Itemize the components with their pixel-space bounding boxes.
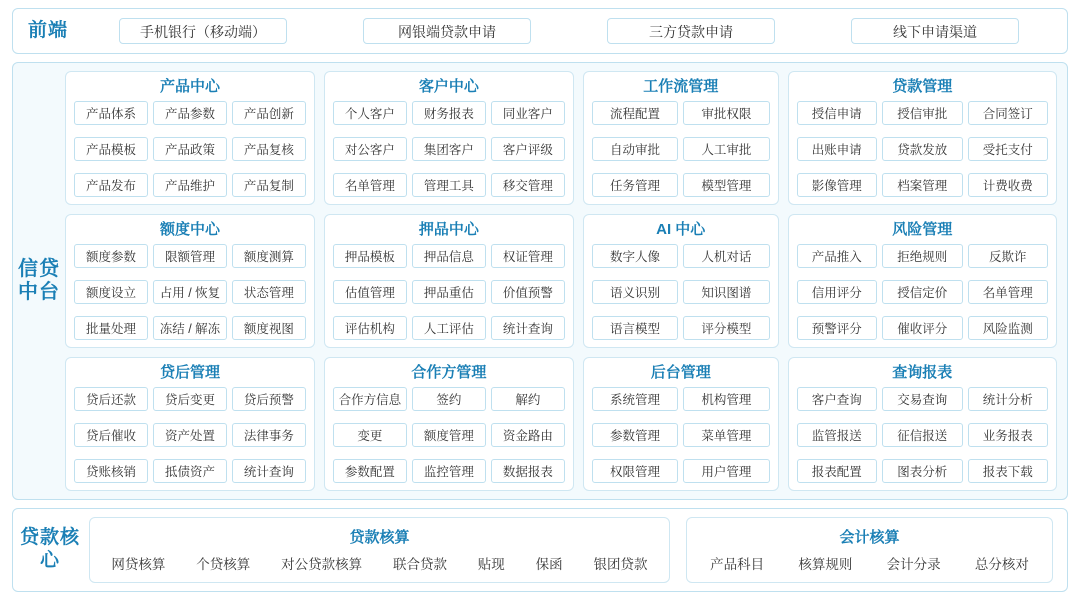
chip[interactable]: 产品发布 bbox=[74, 173, 148, 197]
module-title: 风险管理 bbox=[892, 221, 953, 238]
module-title: 后台管理 bbox=[650, 364, 711, 381]
core-item[interactable]: 网贷核算 bbox=[111, 556, 166, 572]
chip[interactable]: 占用 / 恢复 bbox=[153, 280, 227, 304]
chip[interactable]: 档案管理 bbox=[882, 173, 962, 197]
chip[interactable]: 人工审批 bbox=[683, 137, 769, 161]
chip-row bbox=[333, 280, 565, 304]
chip[interactable]: 变更 bbox=[333, 423, 407, 447]
midplatform-band-label: 信贷中台 bbox=[18, 258, 60, 303]
module-chip-grid bbox=[797, 101, 1048, 197]
chip-row bbox=[592, 101, 770, 125]
chip[interactable]: 数字人像 bbox=[592, 244, 678, 268]
chip[interactable]: 监管报送 bbox=[797, 423, 877, 447]
chip[interactable]: 集团客户 bbox=[412, 137, 486, 161]
module-title: AI 中心 bbox=[656, 221, 706, 238]
chip-row bbox=[797, 101, 1048, 125]
frontend-channel-item[interactable]: 三方贷款申请 bbox=[607, 18, 775, 44]
chip-row bbox=[797, 137, 1048, 161]
module-chip-grid bbox=[592, 244, 770, 340]
chip[interactable]: 任务管理 bbox=[592, 173, 678, 197]
chip[interactable]: 名单管理 bbox=[333, 173, 407, 197]
chip-row bbox=[74, 173, 306, 197]
chip[interactable]: 法律事务 bbox=[232, 423, 306, 447]
module-chip-grid bbox=[797, 244, 1048, 340]
chip[interactable]: 机构管理 bbox=[683, 387, 769, 411]
core-box-title: 贷款核算 bbox=[349, 528, 410, 546]
chip-row bbox=[333, 173, 565, 197]
module-product-center bbox=[65, 71, 315, 205]
module-chip-grid bbox=[592, 387, 770, 483]
module-row bbox=[65, 214, 1057, 348]
chip-row bbox=[333, 244, 565, 268]
chip[interactable]: 财务报表 bbox=[412, 101, 486, 125]
core-item[interactable]: 银团贷款 bbox=[593, 556, 648, 572]
chip[interactable]: 知识图谱 bbox=[683, 280, 769, 304]
chip[interactable]: 统计查询 bbox=[232, 459, 306, 483]
module-partner-management bbox=[324, 357, 574, 491]
module-ai-center bbox=[583, 214, 779, 348]
chip[interactable]: 产品复核 bbox=[232, 137, 306, 161]
core-box-loan-accounting bbox=[89, 517, 670, 583]
chip[interactable]: 模型管理 bbox=[683, 173, 769, 197]
chip[interactable]: 冻结 / 解冻 bbox=[153, 316, 227, 340]
chip[interactable]: 额度设立 bbox=[74, 280, 148, 304]
chip[interactable]: 预警评分 bbox=[797, 316, 877, 340]
chip[interactable]: 用户管理 bbox=[683, 459, 769, 483]
chip[interactable]: 计费收费 bbox=[968, 173, 1048, 197]
chip[interactable]: 批量处理 bbox=[74, 316, 148, 340]
core-box-title: 会计核算 bbox=[839, 528, 900, 546]
chip[interactable]: 人机对话 bbox=[683, 244, 769, 268]
chip[interactable]: 状态管理 bbox=[232, 280, 306, 304]
chip-row bbox=[333, 316, 565, 340]
chip[interactable]: 客户查询 bbox=[797, 387, 877, 411]
frontend-band-label: 前端 bbox=[27, 20, 68, 42]
chip[interactable]: 监控管理 bbox=[412, 459, 486, 483]
chip[interactable]: 贷后还款 bbox=[74, 387, 148, 411]
chip[interactable]: 产品参数 bbox=[153, 101, 227, 125]
chip[interactable]: 反欺诈 bbox=[968, 244, 1048, 268]
chip[interactable]: 权限管理 bbox=[592, 459, 678, 483]
chip-row bbox=[592, 137, 770, 161]
core-item-list bbox=[697, 553, 1042, 573]
chip[interactable]: 押品模板 bbox=[333, 244, 407, 268]
chip[interactable]: 统计查询 bbox=[491, 316, 565, 340]
module-chip-grid bbox=[797, 387, 1048, 483]
chip-row bbox=[592, 387, 770, 411]
core-box-accounting bbox=[686, 517, 1053, 583]
chip-row bbox=[74, 280, 306, 304]
chip[interactable]: 合作方信息 bbox=[333, 387, 407, 411]
module-title: 工作流管理 bbox=[643, 78, 719, 95]
module-chip-grid bbox=[74, 244, 306, 340]
core-item[interactable]: 对公贷款核算 bbox=[281, 556, 363, 572]
chip[interactable]: 产品复制 bbox=[232, 173, 306, 197]
chip[interactable]: 对公客户 bbox=[333, 137, 407, 161]
chip[interactable]: 流程配置 bbox=[592, 101, 678, 125]
chip[interactable]: 估值管理 bbox=[333, 280, 407, 304]
frontend-band bbox=[12, 8, 1068, 54]
core-item[interactable]: 贴现 bbox=[477, 556, 505, 572]
module-limit-center bbox=[65, 214, 315, 348]
frontend-channel-list bbox=[77, 9, 1061, 53]
chip[interactable]: 产品体系 bbox=[74, 101, 148, 125]
chip[interactable]: 催收评分 bbox=[882, 316, 962, 340]
chip[interactable]: 受托支付 bbox=[968, 137, 1048, 161]
chip[interactable]: 风险监测 bbox=[968, 316, 1048, 340]
chip[interactable]: 额度管理 bbox=[412, 423, 486, 447]
chip-row bbox=[74, 316, 306, 340]
module-risk-management bbox=[788, 214, 1057, 348]
chip[interactable]: 抵债资产 bbox=[153, 459, 227, 483]
chip-row bbox=[333, 101, 565, 125]
frontend-channel-item[interactable]: 线下申请渠道 bbox=[851, 18, 1019, 44]
core-band bbox=[12, 508, 1068, 592]
chip[interactable]: 授信审批 bbox=[882, 101, 962, 125]
module-chip-grid bbox=[74, 101, 306, 197]
module-row bbox=[65, 357, 1057, 491]
chip-row bbox=[592, 459, 770, 483]
chip[interactable]: 自动审批 bbox=[592, 137, 678, 161]
chip[interactable]: 合同签订 bbox=[968, 101, 1048, 125]
core-item[interactable]: 联合贷款 bbox=[392, 556, 447, 572]
midplatform-band bbox=[12, 62, 1068, 500]
module-workflow-management bbox=[583, 71, 779, 205]
chip[interactable]: 客户评级 bbox=[491, 137, 565, 161]
chip[interactable]: 菜单管理 bbox=[683, 423, 769, 447]
chip-row bbox=[797, 316, 1048, 340]
module-chip-grid bbox=[333, 244, 565, 340]
module-title: 产品中心 bbox=[159, 78, 220, 95]
chip[interactable]: 产品政策 bbox=[153, 137, 227, 161]
chip-row bbox=[592, 316, 770, 340]
chip[interactable]: 名单管理 bbox=[968, 280, 1048, 304]
chip[interactable]: 产品模板 bbox=[74, 137, 148, 161]
chip[interactable]: 押品信息 bbox=[412, 244, 486, 268]
chip-row bbox=[333, 387, 565, 411]
core-item[interactable]: 总分核对 bbox=[974, 556, 1029, 572]
module-post-loan-management bbox=[65, 357, 315, 491]
module-collateral-center bbox=[324, 214, 574, 348]
core-item[interactable]: 核算规则 bbox=[798, 556, 853, 572]
chip-row bbox=[74, 459, 306, 483]
chip[interactable]: 参数管理 bbox=[592, 423, 678, 447]
module-title: 额度中心 bbox=[159, 221, 220, 238]
chip[interactable]: 贷后预警 bbox=[232, 387, 306, 411]
core-item-list bbox=[100, 553, 659, 573]
chip[interactable]: 交易查询 bbox=[882, 387, 962, 411]
chip[interactable]: 图表分析 bbox=[882, 459, 962, 483]
frontend-channel-item[interactable]: 网银端贷款申请 bbox=[363, 18, 531, 44]
module-query-report bbox=[788, 357, 1057, 491]
chip-row bbox=[74, 101, 306, 125]
chip[interactable]: 贷账核销 bbox=[74, 459, 148, 483]
chip[interactable]: 出账申请 bbox=[797, 137, 877, 161]
chip-row bbox=[797, 459, 1048, 483]
chip[interactable]: 个人客户 bbox=[333, 101, 407, 125]
chip[interactable]: 产品创新 bbox=[232, 101, 306, 125]
midplatform-modules bbox=[65, 63, 1067, 499]
module-row bbox=[65, 71, 1057, 205]
chip[interactable]: 语言模型 bbox=[592, 316, 678, 340]
core-item[interactable]: 个贷核算 bbox=[196, 556, 251, 572]
module-title: 查询报表 bbox=[892, 364, 953, 381]
chip[interactable]: 贷后变更 bbox=[153, 387, 227, 411]
chip[interactable]: 报表下载 bbox=[968, 459, 1048, 483]
module-loan-management bbox=[788, 71, 1057, 205]
chip-row bbox=[797, 423, 1048, 447]
core-boxes bbox=[81, 509, 1061, 591]
chip[interactable]: 评分模型 bbox=[683, 316, 769, 340]
chip[interactable]: 参数配置 bbox=[333, 459, 407, 483]
module-title: 贷款管理 bbox=[892, 78, 953, 95]
chip-row bbox=[333, 459, 565, 483]
chip[interactable]: 统计分析 bbox=[968, 387, 1048, 411]
chip[interactable]: 信用评分 bbox=[797, 280, 877, 304]
chip[interactable]: 权证管理 bbox=[491, 244, 565, 268]
chip-row bbox=[592, 280, 770, 304]
module-title: 贷后管理 bbox=[159, 364, 220, 381]
chip[interactable]: 数据报表 bbox=[491, 459, 565, 483]
chip-row bbox=[74, 244, 306, 268]
chip[interactable]: 价值预警 bbox=[491, 280, 565, 304]
chip[interactable]: 管理工具 bbox=[412, 173, 486, 197]
chip[interactable]: 系统管理 bbox=[592, 387, 678, 411]
chip-row bbox=[74, 137, 306, 161]
chip[interactable]: 人工评估 bbox=[412, 316, 486, 340]
frontend-channel-item[interactable]: 手机银行（移动端） bbox=[119, 18, 287, 44]
chip[interactable]: 拒绝规则 bbox=[882, 244, 962, 268]
core-item[interactable]: 会计分录 bbox=[886, 556, 941, 572]
chip[interactable]: 语义识别 bbox=[592, 280, 678, 304]
chip[interactable]: 资金路由 bbox=[491, 423, 565, 447]
chip-row bbox=[797, 280, 1048, 304]
module-chip-grid bbox=[333, 101, 565, 197]
chip[interactable]: 产品推入 bbox=[797, 244, 877, 268]
core-band-label: 贷款核心 bbox=[19, 527, 80, 571]
chip[interactable]: 押品重估 bbox=[412, 280, 486, 304]
chip[interactable]: 移交管理 bbox=[491, 173, 565, 197]
chip-row bbox=[333, 423, 565, 447]
chip[interactable]: 额度参数 bbox=[74, 244, 148, 268]
chip[interactable]: 授信申请 bbox=[797, 101, 877, 125]
chip[interactable]: 额度视图 bbox=[232, 316, 306, 340]
chip[interactable]: 额度测算 bbox=[232, 244, 306, 268]
chip-row bbox=[592, 173, 770, 197]
module-title: 客户中心 bbox=[418, 78, 479, 95]
module-title: 合作方管理 bbox=[411, 364, 487, 381]
module-customer-center bbox=[324, 71, 574, 205]
chip[interactable]: 业务报表 bbox=[968, 423, 1048, 447]
chip-row bbox=[592, 244, 770, 268]
chip[interactable]: 评估机构 bbox=[333, 316, 407, 340]
chip[interactable]: 授信定价 bbox=[882, 280, 962, 304]
core-item[interactable]: 产品科目 bbox=[710, 556, 765, 572]
chip-row bbox=[797, 387, 1048, 411]
chip[interactable]: 解约 bbox=[491, 387, 565, 411]
chip-row bbox=[74, 423, 306, 447]
module-chip-grid bbox=[74, 387, 306, 483]
chip[interactable]: 同业客户 bbox=[491, 101, 565, 125]
chip[interactable]: 审批权限 bbox=[683, 101, 769, 125]
chip[interactable]: 报表配置 bbox=[797, 459, 877, 483]
chip[interactable]: 贷款发放 bbox=[882, 137, 962, 161]
chip[interactable]: 影像管理 bbox=[797, 173, 877, 197]
chip-row bbox=[797, 173, 1048, 197]
module-title: 押品中心 bbox=[418, 221, 479, 238]
chip[interactable]: 签约 bbox=[412, 387, 486, 411]
chip-row bbox=[74, 387, 306, 411]
chip[interactable]: 限额管理 bbox=[153, 244, 227, 268]
module-backoffice-management bbox=[583, 357, 779, 491]
chip[interactable]: 征信报送 bbox=[882, 423, 962, 447]
chip[interactable]: 资产处置 bbox=[153, 423, 227, 447]
chip[interactable]: 产品维护 bbox=[153, 173, 227, 197]
module-chip-grid bbox=[333, 387, 565, 483]
chip-row bbox=[592, 423, 770, 447]
core-item[interactable]: 保函 bbox=[535, 556, 563, 572]
chip-row bbox=[333, 137, 565, 161]
chip-row bbox=[797, 244, 1048, 268]
chip[interactable]: 贷后催收 bbox=[74, 423, 148, 447]
module-chip-grid bbox=[592, 101, 770, 197]
